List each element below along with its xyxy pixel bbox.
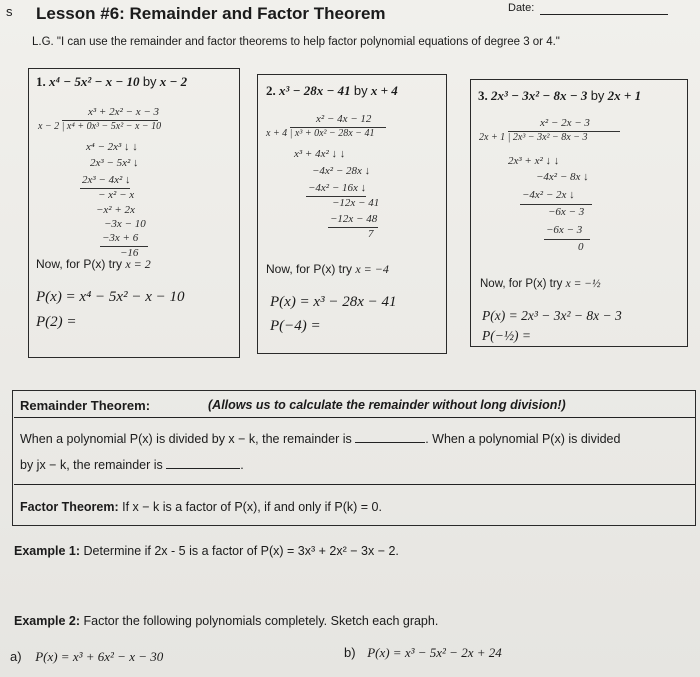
try-value: x = −4 [355, 262, 389, 276]
work-line: x³ + 4x² ↓ ↓ [294, 148, 346, 160]
work-bar [544, 239, 590, 240]
problem-3-eval: P(−½) = [482, 328, 531, 343]
work-line: 2x³ + x² ↓ ↓ [508, 155, 560, 167]
work-line: −4x² − 8x ↓ [536, 171, 589, 183]
example-2b-poly: P(x) = x³ − 5x² − 2x + 24 [367, 645, 502, 660]
problem-2-number: 2. [266, 83, 276, 98]
remainder-theorem-note: (Allows us to calculate the remainder without long division!) [208, 398, 566, 412]
problem-3-divisor: 2x + 1 [607, 88, 642, 103]
remainder-theorem-heading: Remainder Theorem: [20, 398, 151, 413]
work-line: 2x + 1 | 2x³ − 3x² − 8x − 3 [479, 132, 588, 143]
problem-3-try [480, 278, 601, 290]
problem-3-poly: P(x) = 2x³ − 3x² − 8x − 3 [482, 308, 622, 323]
work-line: 2x³ − 5x² ↓ [90, 157, 139, 169]
problem-1-statement [36, 74, 187, 90]
work-line: x + 4 | x³ + 0x² − 28x − 41 [266, 128, 375, 139]
try-label: Now, for P(x) try [480, 278, 563, 290]
remainder-theorem-text [20, 432, 620, 446]
factor-theorem-heading: Factor Theorem: [20, 500, 119, 514]
work-line: −3x − 10 [104, 218, 146, 230]
example-2-text: Factor the following polynomials completely. Sketch each graph. [83, 614, 439, 628]
margin-mark: s [6, 4, 13, 19]
problem-2-dividend: x³ − 28x − 41 [279, 83, 351, 98]
heading-rule [14, 417, 695, 418]
example-2 [14, 614, 438, 628]
example-2a-poly: P(x) = x³ + 6x² − x − 30 [35, 649, 164, 664]
try-value: x = 2 [125, 257, 151, 271]
problem-1-dividend: x⁴ − 5x² − x − 10 [49, 74, 140, 89]
problem-1-divisor: x − 2 [159, 74, 188, 89]
work-line: 2x³ − 4x² ↓ [82, 174, 131, 186]
example-1-text: Determine if 2x - 5 is a factor of P(x) = 3x³ + 2x² − 3x − 2. [83, 544, 399, 558]
example-1-label: Example 1: [14, 544, 81, 558]
remainder-blank-1[interactable] [355, 442, 425, 443]
work-bar [520, 204, 592, 205]
remainder-theorem-text-line2 [20, 458, 244, 472]
work-line: x⁴ − 2x³ ↓ ↓ [86, 141, 138, 153]
problem-1-eval: P(2) = [36, 314, 77, 330]
example-2b [344, 645, 502, 661]
work-line: 7 [368, 228, 374, 240]
problem-3-statement [478, 88, 641, 104]
remainder-text-3: by jx − k, the remainder is [20, 458, 163, 472]
section-rule [14, 484, 695, 485]
work-line: x − 2 | x⁴ + 0x³ − 5x² − x − 10 [38, 121, 162, 132]
problem-1-by: by [142, 74, 157, 89]
problem-2-poly: P(x) = x³ − 28x − 41 [270, 294, 397, 310]
problem-2-statement [266, 83, 398, 99]
problem-1-poly: P(x) = x⁴ − 5x² − x − 10 [36, 289, 185, 305]
work-line: −6x − 3 [548, 206, 585, 218]
problem-2-divisor: x + 4 [370, 83, 398, 98]
problem-1-number: 1. [36, 74, 46, 89]
remainder-text-1: When a polynomial P(x) is divided by x − k, the remainder is [20, 432, 352, 446]
remainder-text-4: . [240, 458, 244, 472]
try-value: x = −½ [565, 278, 601, 290]
factor-theorem [20, 500, 382, 514]
work-line: −4x² − 28x ↓ [312, 165, 371, 177]
work-line: x² − 4x − 12 [316, 113, 372, 125]
problem-1-try [36, 257, 151, 272]
example-2a-label: a) [10, 649, 22, 664]
problem-3-by: by [590, 88, 605, 103]
problem-3-dividend: 2x³ − 3x² − 8x − 3 [491, 88, 588, 103]
date-blank [540, 14, 668, 15]
work-line: x² − 2x − 3 [540, 117, 590, 129]
problem-2-try [266, 262, 389, 277]
try-label: Now, for P(x) try [36, 257, 123, 271]
work-line: −6x − 3 [546, 224, 583, 236]
example-1 [14, 544, 399, 558]
work-line: − x² − x [98, 189, 135, 201]
try-label: Now, for P(x) try [266, 262, 353, 276]
work-line: −4x² − 2x ↓ [522, 189, 575, 201]
problem-2-eval: P(−4) = [270, 318, 321, 334]
example-2a [10, 649, 163, 665]
date-label: Date: [508, 2, 535, 14]
problem-3-number: 3. [478, 88, 488, 103]
work-line: −16 [120, 247, 139, 259]
page-title: Lesson #6: Remainder and Factor Theorem [36, 4, 386, 23]
learning-goal: L.G. "I can use the remainder and factor theorems to help factor polynomial equations of degree 3 or 4." [32, 36, 560, 48]
example-2b-label: b) [344, 645, 356, 660]
work-line: −3x + 6 [102, 232, 139, 244]
work-line: −4x² − 16x ↓ [308, 182, 367, 194]
example-2-label: Example 2: [14, 614, 81, 628]
problem-2-by: by [353, 83, 368, 98]
work-line: −12x − 48 [330, 213, 378, 225]
factor-theorem-text: If x − k is a factor of P(x), if and only if P(k) = 0. [122, 500, 382, 514]
work-line: −x² + 2x [96, 204, 135, 216]
work-line: x³ + 2x² − x − 3 [88, 106, 160, 118]
remainder-text-2: . When a polynomial P(x) is divided [425, 432, 621, 446]
remainder-blank-2[interactable] [166, 468, 240, 469]
work-line: −12x − 41 [332, 197, 380, 209]
work-line: 0 [578, 241, 584, 253]
